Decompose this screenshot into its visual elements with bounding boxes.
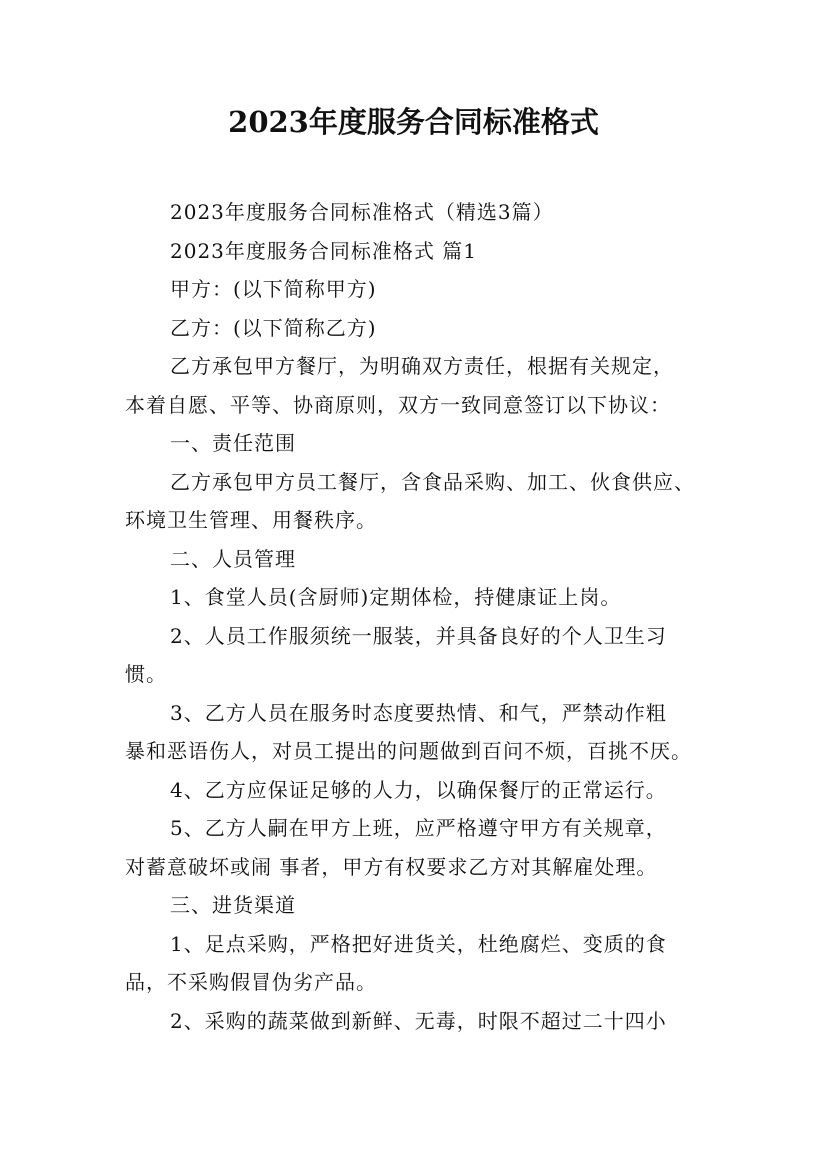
- clause-line: 2、采购的蔬菜做到新鲜、无毒，时限不超过二十四小: [170, 1009, 667, 1033]
- paragraph-line: 乙方承包甲方餐厅，为明确双方责任，根据有关规定，: [170, 354, 674, 378]
- clause-line: 3、乙方人员在服务时态度要热情、和气，严禁动作粗: [170, 701, 667, 725]
- paragraph-line: 环境卫生管理、用餐秩序。: [125, 508, 377, 532]
- clause-line: 4、乙方应保证足够的人力，以确保餐厅的正常运行。: [170, 778, 667, 802]
- paragraph-line: 本着自愿、平等、协商原则，双方一致同意签订以下协议：: [125, 393, 671, 417]
- clause-line: 对蓄意破坏或闹 事者，甲方有权要求乙方对其解雇处理。: [125, 855, 658, 879]
- clause-line: 5、乙方人嗣在甲方上班，应严格遵守甲方有关规章，: [170, 816, 667, 840]
- section-heading: 二、人员管理: [170, 547, 296, 571]
- clause-line: 1、足点采购，严格把好进货关，杜绝腐烂、变质的食: [170, 932, 667, 956]
- clause-line: 暴和恶语伤人，对员工提出的问题做到百问不烦，百挑不厌。: [125, 739, 692, 763]
- clause-line: 品，不采购假冒伪劣产品。: [125, 970, 377, 994]
- party-b-line: 乙方：(以下简称乙方): [170, 316, 377, 340]
- clause-line: 2、人员工作服须统一服装，并具备良好的个人卫生习: [170, 624, 667, 648]
- clause-line: 1、食堂人员(含厨师)定期体检，持健康证上岗。: [170, 585, 622, 609]
- paragraph-line: 乙方承包甲方员工餐厅，含食品采购、加工、伙食供应、: [170, 470, 695, 494]
- document-subtitle: 2023年度服务合同标准格式（精选3篇）: [170, 200, 554, 224]
- party-a-line: 甲方：(以下简称甲方): [170, 277, 377, 301]
- document-title: 2023年度服务合同标准格式: [228, 105, 599, 139]
- clause-line: 惯。: [125, 662, 167, 686]
- section-heading: 三、进货渠道: [170, 893, 296, 917]
- section-heading-part-1: 2023年度服务合同标准格式 篇1: [170, 239, 477, 263]
- section-heading: 一、责任范围: [170, 431, 296, 455]
